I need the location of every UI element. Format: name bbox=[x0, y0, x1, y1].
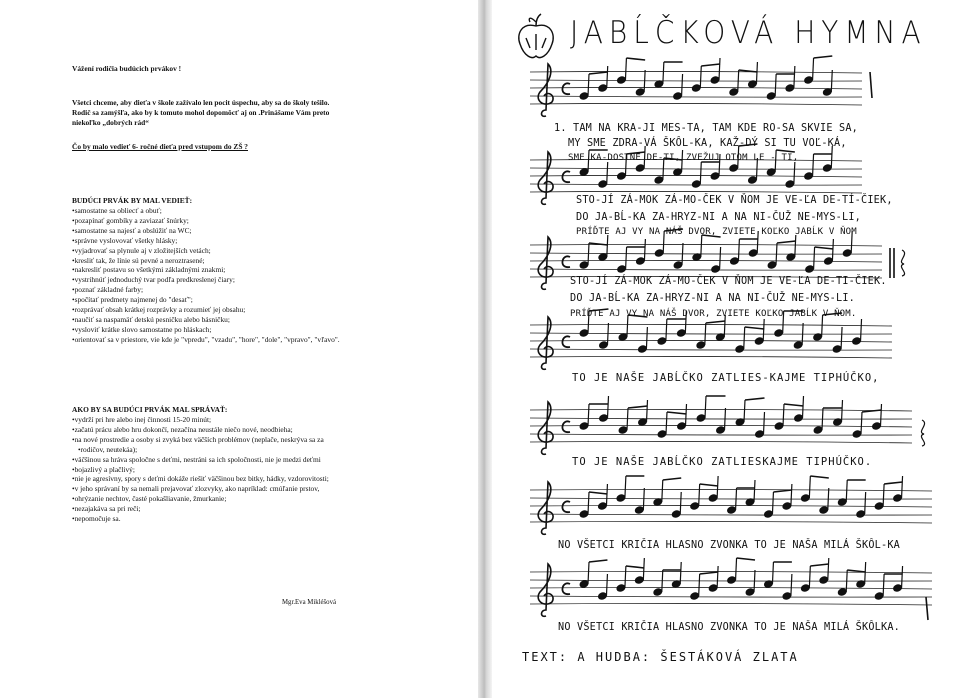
note-beam bbox=[776, 150, 795, 152]
note-head bbox=[782, 502, 792, 510]
note-head bbox=[657, 337, 667, 345]
note-beam bbox=[626, 58, 645, 60]
note-stem bbox=[588, 492, 589, 514]
staff-line bbox=[530, 587, 932, 589]
note-head bbox=[767, 261, 777, 269]
note-stem bbox=[644, 70, 645, 92]
note-head bbox=[654, 249, 664, 257]
note-head bbox=[690, 502, 700, 510]
note-head bbox=[755, 430, 765, 438]
note-head bbox=[617, 76, 627, 84]
note-head bbox=[748, 249, 758, 257]
staff-line bbox=[530, 521, 932, 523]
lyric-line: 1. TAM NA KRA-JI MES-TA, TAM KDE RO-SA SKVIE SA, bbox=[554, 123, 859, 134]
list-item: • v jeho správaní by sa nemali prejavovať zlozvyky, ako napríklad: cmúľanie prstov, bbox=[72, 484, 329, 494]
note-head bbox=[671, 510, 681, 518]
note-head bbox=[579, 580, 589, 588]
note-stem bbox=[606, 484, 607, 506]
note-head bbox=[657, 430, 667, 438]
note-stem bbox=[841, 327, 842, 349]
question-heading: Čo by malo vedieť 6- ročné dieťa pred vstupom do ZŠ ? bbox=[72, 142, 248, 151]
list-item: • samostatne sa obliecť a obuť; bbox=[72, 206, 340, 216]
lyric-line: MY SME ZDRA-VÁ ŠKÔL-KA, KAŽ-DÝ SI TU VOĽ-KÁ, bbox=[568, 138, 847, 149]
note-head bbox=[727, 506, 737, 514]
note-head bbox=[793, 341, 803, 349]
staff-line bbox=[530, 340, 892, 342]
note-head bbox=[617, 265, 627, 273]
note-stem bbox=[776, 243, 777, 265]
note-head bbox=[823, 88, 833, 96]
lyric-line: STO-JÍ ZÁ-MOK ZÁ-MO-ČEK V ŇOM JE VE-ĽA DE-TI-ČIEK. bbox=[570, 276, 887, 287]
note-stem bbox=[588, 404, 589, 426]
staff-line bbox=[530, 571, 932, 573]
note-stem bbox=[775, 74, 776, 96]
note-head bbox=[804, 172, 814, 180]
note-stem bbox=[686, 404, 687, 426]
note-head bbox=[813, 426, 823, 434]
note-head bbox=[730, 257, 740, 265]
note-head bbox=[618, 333, 628, 341]
note-stem bbox=[803, 396, 804, 418]
note-beam bbox=[628, 406, 648, 408]
note-beam bbox=[815, 247, 834, 249]
note-head bbox=[801, 494, 811, 502]
note-head bbox=[735, 345, 745, 353]
note-head bbox=[764, 510, 774, 518]
list-item: • vystrihnúť jednoduchý tvar podľa predkreslenej čiary; bbox=[72, 275, 340, 285]
note-head bbox=[782, 592, 792, 600]
note-stem bbox=[883, 484, 884, 506]
note-head bbox=[635, 88, 645, 96]
staff-line bbox=[530, 441, 912, 443]
list-item: • nie je agresívny, spory s deťmi dokáže riešiť väčšinou bez bitky, hádky, vzdorovitosti; bbox=[72, 474, 329, 484]
note-head bbox=[794, 414, 804, 422]
list-item: • naučiť sa naspamäť detskú pesničku alebo básničku; bbox=[72, 315, 340, 325]
note-head bbox=[692, 84, 702, 92]
note-stem bbox=[627, 408, 628, 430]
note-stem bbox=[828, 488, 829, 510]
note-stem bbox=[795, 235, 796, 257]
song-title: JABĹČKOVÁ HYMNA bbox=[570, 14, 927, 51]
note-stem bbox=[846, 570, 847, 592]
note-stem bbox=[738, 239, 739, 261]
note-stem bbox=[822, 408, 823, 430]
note-head bbox=[874, 502, 884, 510]
list-item: • správne vyslovovať všetky hlásky; bbox=[72, 236, 340, 246]
lyric-line: NO VŠETCI KRIČIA HLASNO ZVONKA TO JE NAŠA MILÁ ŠKÔL-KA bbox=[558, 540, 901, 551]
note-head bbox=[837, 588, 847, 596]
note-beam bbox=[626, 566, 644, 568]
note-head bbox=[696, 414, 706, 422]
time-signature bbox=[562, 83, 570, 94]
note-stem bbox=[719, 58, 720, 80]
note-head bbox=[616, 584, 626, 592]
note-stem bbox=[814, 247, 815, 269]
note-stem bbox=[725, 408, 726, 430]
staff-line bbox=[530, 596, 932, 597]
note-stem bbox=[606, 574, 607, 596]
note-stem bbox=[861, 412, 862, 434]
note-beam bbox=[814, 56, 833, 58]
note-head bbox=[874, 592, 884, 600]
note-head bbox=[599, 341, 609, 349]
note-head bbox=[852, 337, 862, 345]
list-item: • vysloviť krátke slovo samostatne po hláskach; bbox=[72, 325, 340, 335]
note-stem bbox=[643, 488, 644, 510]
list-item: • rodičov, neutekáa); bbox=[72, 445, 329, 455]
note-head bbox=[893, 494, 903, 502]
note-stem bbox=[720, 247, 721, 269]
lyric-line: TO JE NAŠE JABĹČKO ZATLIESKAJME TIPHÚČKO. bbox=[572, 456, 873, 468]
note-head bbox=[748, 176, 758, 184]
note-stem bbox=[588, 74, 589, 96]
list-item: • bojazlivý a plačlivý; bbox=[72, 465, 329, 475]
note-head bbox=[598, 84, 608, 92]
note-head bbox=[635, 506, 645, 514]
note-stem bbox=[832, 239, 833, 261]
left-page bbox=[0, 0, 478, 698]
note-head bbox=[690, 592, 700, 600]
note-stem bbox=[705, 323, 706, 345]
note-beam bbox=[745, 327, 764, 329]
note-head bbox=[856, 510, 866, 518]
apple-icon bbox=[519, 14, 553, 58]
note-stem bbox=[764, 412, 765, 434]
staff-line bbox=[530, 168, 862, 169]
page-gutter bbox=[478, 0, 492, 698]
note-stem bbox=[607, 323, 608, 345]
note-head bbox=[579, 510, 589, 518]
note-beam bbox=[810, 476, 828, 478]
note-head bbox=[654, 176, 664, 184]
note-head bbox=[636, 257, 646, 265]
note-stem bbox=[699, 484, 700, 506]
note-head bbox=[785, 84, 795, 92]
note-head bbox=[579, 422, 589, 430]
staff-line bbox=[530, 356, 892, 358]
note-stem bbox=[666, 319, 667, 341]
note-head bbox=[598, 502, 608, 510]
note-beam bbox=[663, 478, 681, 480]
note-head bbox=[616, 494, 626, 502]
time-signature bbox=[562, 171, 570, 182]
lyric-line: DO JA-BĹ-KA ZA-HRYZ-NI A NA NI-ČUŽ NE-MYS-LI, bbox=[576, 212, 862, 223]
note-stem bbox=[700, 162, 701, 184]
staff-line bbox=[530, 514, 932, 515]
list-item: • nepomočuje sa. bbox=[72, 514, 329, 524]
note-head bbox=[710, 76, 720, 84]
note-head bbox=[710, 172, 720, 180]
staff-line bbox=[530, 269, 882, 270]
note-head bbox=[618, 426, 628, 434]
note-stem bbox=[902, 566, 903, 588]
note-stem bbox=[802, 323, 803, 345]
time-signature bbox=[562, 256, 570, 267]
list-item: • vyjadrovať sa plynule aj v zložitejších vetách; bbox=[72, 246, 340, 256]
note-stem bbox=[646, 327, 647, 349]
note-stem bbox=[791, 484, 792, 506]
list-item: • pozapínať gombíky a zaviazať šnúrky; bbox=[72, 216, 340, 226]
lyric-line: NO VŠETCI KRIČIA HLASNO ZVONKA TO JE NAŠA MILÁ ŠKÔLKA. bbox=[558, 622, 901, 633]
note-beam bbox=[589, 492, 607, 494]
staff-line bbox=[530, 71, 862, 73]
list-item: • poznať základné farby; bbox=[72, 285, 340, 295]
list-item: • na nové prostredie a osoby si zvyká bez väčších problémov (neplače, neskrýva sa za bbox=[72, 435, 329, 445]
note-head bbox=[708, 494, 718, 502]
note-beam bbox=[700, 572, 718, 574]
note-head bbox=[598, 253, 608, 261]
note-beam bbox=[784, 404, 804, 406]
note-beam bbox=[701, 64, 720, 66]
right-page bbox=[492, 0, 960, 698]
note-head bbox=[727, 576, 737, 584]
note-head bbox=[805, 265, 815, 273]
note-stem bbox=[744, 327, 745, 349]
note-head bbox=[696, 341, 706, 349]
staff-line bbox=[530, 409, 912, 411]
note-stem bbox=[626, 247, 627, 269]
lyric-line: SME KA-DOSTNE DE-TI, ZVEŽUJ OTOM LE - TI, bbox=[568, 153, 799, 163]
note-beam bbox=[773, 490, 791, 492]
time-signature bbox=[562, 336, 570, 347]
note-stem bbox=[625, 566, 626, 588]
note-stem bbox=[643, 558, 644, 580]
note-stem bbox=[736, 558, 737, 580]
note-stem bbox=[813, 58, 814, 80]
music-notation bbox=[492, 0, 960, 698]
note-head bbox=[579, 329, 589, 337]
note-head bbox=[872, 422, 882, 430]
note-head bbox=[852, 430, 862, 438]
note-beam bbox=[810, 564, 828, 566]
note-head bbox=[638, 345, 648, 353]
note-stem bbox=[644, 239, 645, 261]
note-beam bbox=[884, 482, 902, 484]
time-signature bbox=[562, 583, 570, 594]
note-beam bbox=[706, 321, 725, 323]
note-head bbox=[729, 164, 739, 172]
note-stem bbox=[794, 162, 795, 184]
note-head bbox=[823, 164, 833, 172]
note-head bbox=[579, 92, 589, 100]
note-beam bbox=[777, 241, 796, 243]
note-head bbox=[819, 576, 829, 584]
note-head bbox=[754, 337, 764, 345]
note-stem bbox=[763, 319, 764, 341]
staff-line bbox=[530, 103, 862, 105]
note-head bbox=[635, 576, 645, 584]
note-stem bbox=[883, 574, 884, 596]
staff-line bbox=[530, 324, 892, 326]
note-stem bbox=[754, 570, 755, 592]
note-stem bbox=[861, 319, 862, 341]
note-head bbox=[745, 588, 755, 596]
note-stem bbox=[865, 492, 866, 514]
list-item: • orientovať sa v priestore, vie kde je "vpredu", "vzadu", "hore", "dole", "vpravo", "vľavo". bbox=[72, 335, 340, 345]
note-head bbox=[692, 180, 702, 188]
note-stem bbox=[699, 574, 700, 596]
note-stem bbox=[717, 566, 718, 588]
lyric-line: PRÍĎTE AJ VY NA NÁŠ DVOR, ZVIETE KOĽKO JABĹK V ŇOM. bbox=[570, 309, 857, 319]
note-stem bbox=[625, 476, 626, 498]
greeting: Vážení rodičia budúcich prvákov ! bbox=[72, 64, 182, 73]
note-stem bbox=[831, 146, 832, 168]
list-item: • ohrýzanie nechtov, časté pokašliavanie, žmurkanie; bbox=[72, 494, 329, 504]
note-stem bbox=[705, 396, 706, 418]
note-head bbox=[677, 422, 687, 430]
note-head bbox=[729, 88, 739, 96]
note-beam bbox=[589, 560, 607, 562]
list-item: • začatú prácu alebo hru dokončí, nezačína neustále niečo nové, neodbieha; bbox=[72, 425, 329, 435]
time-signature bbox=[562, 501, 570, 512]
note-head bbox=[617, 172, 627, 180]
note-stem bbox=[865, 562, 866, 584]
note-stem bbox=[588, 243, 589, 265]
note-head bbox=[599, 414, 609, 422]
note-stem bbox=[625, 58, 626, 80]
note-head bbox=[801, 584, 811, 592]
intro-line-2: Rodič sa zamýšľa, ako by k tomuto mohol dopomôcť aj on .Prinášame Vám preto bbox=[72, 108, 330, 117]
note-stem bbox=[783, 404, 784, 426]
staff-line bbox=[530, 498, 932, 499]
note-head bbox=[598, 180, 608, 188]
note-head bbox=[598, 592, 608, 600]
note-stem bbox=[881, 404, 882, 426]
note-stem bbox=[682, 74, 683, 96]
note-beam bbox=[700, 484, 718, 486]
note-stem bbox=[717, 476, 718, 498]
note-head bbox=[804, 76, 814, 84]
staff-line bbox=[530, 191, 862, 193]
note-stem bbox=[791, 574, 792, 596]
note-stem bbox=[809, 476, 810, 498]
note-stem bbox=[772, 492, 773, 514]
note-head bbox=[673, 92, 683, 100]
author-signature: Mgr.Eva Mikléšová bbox=[282, 599, 336, 606]
note-stem bbox=[666, 412, 667, 434]
staff-line bbox=[530, 489, 932, 491]
song-credit: TEXT: A HUDBA: ŠESTÁKOVÁ ZLATA bbox=[522, 650, 799, 664]
section1-list bbox=[72, 206, 340, 345]
staff-line bbox=[530, 244, 882, 246]
note-stem bbox=[738, 70, 739, 92]
note-head bbox=[677, 329, 687, 337]
note-head bbox=[819, 506, 829, 514]
section1-title: BUDÚCI PRVÁK BY MAL VEDIEŤ: bbox=[72, 196, 193, 205]
note-stem bbox=[680, 492, 681, 514]
note-head bbox=[832, 345, 842, 353]
time-signature bbox=[562, 421, 570, 432]
note-head bbox=[774, 422, 784, 430]
list-item: • vydrží pri hre alebo inej činnosti 15-20 minút; bbox=[72, 415, 329, 425]
note-stem bbox=[662, 570, 663, 592]
note-head bbox=[708, 584, 718, 592]
note-head bbox=[635, 164, 645, 172]
section2-list bbox=[72, 415, 329, 524]
list-item: • väčšinou sa hráva spoločne s deťmi, nestráni sa ich spoločnosti, nie je medzi deťmi bbox=[72, 455, 329, 465]
note-head bbox=[842, 249, 852, 257]
lyric-line: TO JE NAŠE JABĹČKO ZATLIES-KAJME TIPHÚČKO, bbox=[572, 372, 880, 384]
note-stem bbox=[902, 476, 903, 498]
list-item: • rozprávať obsah krátkej rozprávky a rozumieť jej obsahu; bbox=[72, 305, 340, 315]
note-stem bbox=[682, 243, 683, 265]
note-head bbox=[824, 257, 834, 265]
note-stem bbox=[828, 558, 829, 580]
note-head bbox=[653, 588, 663, 596]
note-beam bbox=[667, 412, 687, 414]
intro-line-3: niekoľko „dobrých rád“ bbox=[72, 118, 149, 127]
intro-line-1: Všetci chceme, aby dieťa v škole zažívalo len pocit úspechu, aby sa do školy tešilo. bbox=[72, 98, 330, 107]
note-head bbox=[579, 261, 589, 269]
staff-line bbox=[530, 253, 882, 254]
list-item: • samostatne sa najesť a obslúžiť na WC; bbox=[72, 226, 340, 236]
note-beam bbox=[737, 558, 755, 560]
note-head bbox=[785, 180, 795, 188]
note-head bbox=[774, 329, 784, 337]
note-head bbox=[893, 584, 903, 592]
staff-line bbox=[530, 603, 932, 605]
lyric-line: DO JA-BĹ-KA ZA-HRYZ-NI A NA NI-ČUŽ NE-MYS-LI. bbox=[570, 293, 856, 304]
note-stem bbox=[608, 396, 609, 418]
note-head bbox=[711, 265, 721, 273]
list-item: • kresliť tak, že línie sú pevné a neroztrasené; bbox=[72, 256, 340, 266]
note-head bbox=[766, 92, 776, 100]
note-stem bbox=[842, 400, 843, 422]
note-head bbox=[716, 426, 726, 434]
list-item: • nezajakáva sa pri reči; bbox=[72, 504, 329, 514]
lyric-line: STO-JÍ ZÁ-MOK ZÁ-MO-ČEK V ŇOM JE VE-ĽA DE-TÍ-ČIEK, bbox=[576, 195, 893, 206]
note-stem bbox=[756, 62, 757, 84]
note-beam bbox=[589, 72, 608, 74]
note-head bbox=[579, 168, 589, 176]
note-stem bbox=[813, 154, 814, 176]
note-beam bbox=[745, 398, 765, 400]
note-stem bbox=[607, 162, 608, 184]
list-item: • spočítať predmety najmenej do "desať"; bbox=[72, 295, 340, 305]
note-stem bbox=[607, 66, 608, 88]
staff-line bbox=[530, 418, 912, 419]
note-stem bbox=[736, 488, 737, 510]
note-stem bbox=[794, 66, 795, 88]
list-item: • nakresliť postavu so všetkými základnými znakmi; bbox=[72, 265, 340, 275]
lyric-line: PRÍĎTE AJ VY NA NÁŠ DVOR, ZVIETE KOĽKO JABĹK V ŇOM bbox=[576, 227, 857, 237]
note-head bbox=[673, 261, 683, 269]
note-stem bbox=[809, 566, 810, 588]
note-stem bbox=[700, 66, 701, 88]
note-stem bbox=[846, 480, 847, 502]
section2-title: AKO BY SA BUDÚCI PRVÁK MAL SPRÁVAŤ: bbox=[72, 405, 228, 414]
note-beam bbox=[847, 570, 865, 572]
